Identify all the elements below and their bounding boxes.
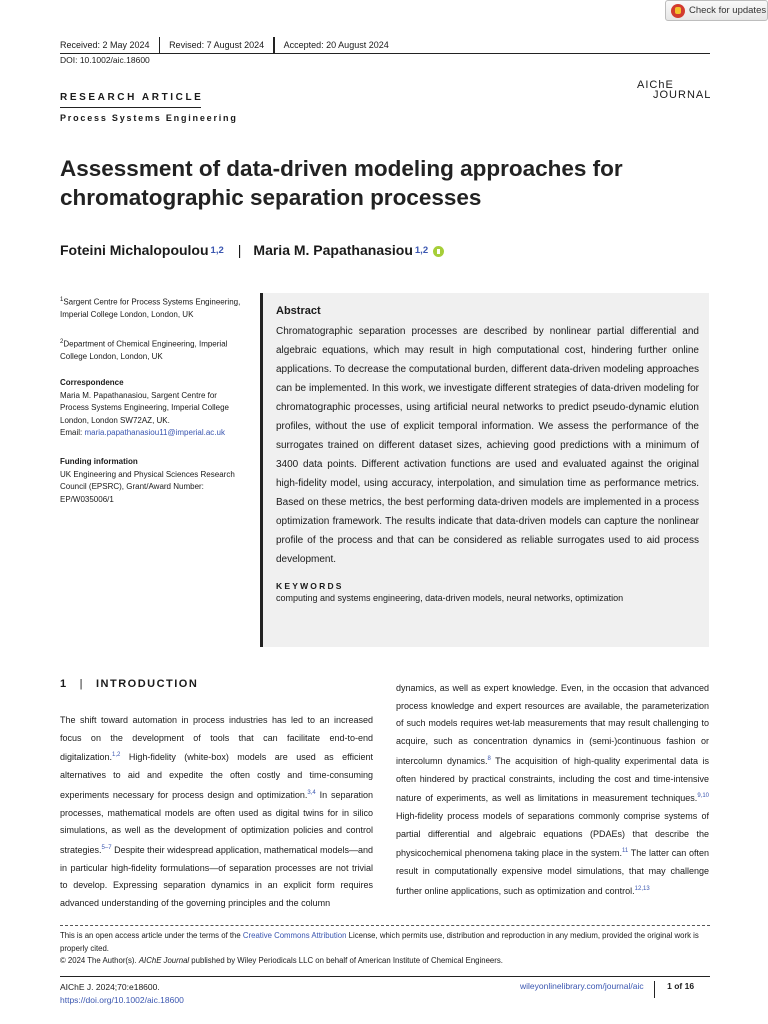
copyright-text: © 2024 The Author(s). bbox=[60, 956, 139, 965]
section-title: INTRODUCTION bbox=[95, 678, 199, 690]
check-for-updates-label: Check for updates bbox=[689, 5, 767, 16]
orcid-icon[interactable] bbox=[433, 246, 444, 257]
correspondence-text: Maria M. Papathanasiou, Sargent Centre for Process Systems Engineering, Imperial College London, London SW72AZ, UK. bbox=[60, 390, 229, 425]
doi-link[interactable]: https://doi.org/10.1002/aic.18600 bbox=[60, 994, 184, 1005]
article-dates bbox=[60, 38, 389, 52]
citation-ref[interactable]: 11 bbox=[621, 848, 629, 855]
abstract-heading: Abstract bbox=[276, 305, 321, 317]
body-text: The acquisition of high-quality experimental data is often hindered by practical constraints, including the cost and time-intensive nature of experiments, as well as limitations in measurement techniques. bbox=[396, 755, 709, 804]
citation-ref[interactable]: 9,10 bbox=[697, 793, 709, 800]
journal-site-link[interactable]: wileyonlinelibrary.com/journal/aic bbox=[520, 981, 644, 991]
funding-heading: Funding information bbox=[60, 457, 138, 466]
doi-text: DOI: 10.1002/aic.18600 bbox=[60, 55, 150, 65]
funding-block bbox=[60, 456, 245, 506]
article-section: Process Systems Engineering bbox=[60, 113, 238, 123]
body-text: The shift toward automation in process industries has led to an increased focus on the development of tools that can facilitate end-to-end digitalization. bbox=[60, 715, 373, 763]
intro-right-column bbox=[396, 680, 709, 900]
author-name[interactable]: Foteini Michalopoulou bbox=[60, 242, 209, 258]
article-type: RESEARCH ARTICLE bbox=[60, 92, 204, 103]
section-separator: | bbox=[79, 678, 84, 690]
affiliation-1 bbox=[60, 294, 245, 322]
logo-bottom-text: JOURNAL bbox=[653, 89, 712, 101]
page-number: 1 of 16 bbox=[667, 981, 695, 991]
funding-text: UK Engineering and Physical Sciences Research Council (EPSRC), Grant/Award Number: EP/W035006/1 bbox=[60, 469, 235, 504]
citation-ref[interactable]: 3,4 bbox=[307, 789, 316, 796]
copyright-journal: AIChE Journal bbox=[138, 956, 190, 965]
section-number: 1 bbox=[60, 678, 68, 690]
license-text: This is an open access article under the terms of the bbox=[60, 931, 243, 940]
creative-commons-link[interactable]: Creative Commons Attribution bbox=[242, 931, 347, 940]
affiliation-text: Department of Chemical Engineering, Imperial College London, London, UK bbox=[60, 339, 228, 362]
license-notice bbox=[60, 930, 710, 968]
date-divider bbox=[159, 37, 161, 53]
section-heading bbox=[60, 678, 198, 690]
body-text: dynamics, as well as expert knowledge. Even, in the occasion that advanced process knowledge and expert resources are available, the parameterization of such models requires wet-lab measurements that may result challenging to acquire, such as concentration dynamics in (semi-)continuous fashion or intercolumn dynamics. bbox=[396, 683, 709, 766]
received-date: Received: 2 May 2024 bbox=[60, 40, 150, 50]
citation-text: AIChE J. 2024;70:e18600. bbox=[60, 982, 160, 992]
affiliation-marker: 2 bbox=[60, 339, 64, 345]
email-link[interactable]: maria.papathanasiou11@imperial.ac.uk bbox=[84, 428, 225, 437]
copyright-text: published by Wiley Periodicals LLC on behalf of American Institute of Chemical Engineers. bbox=[189, 956, 503, 965]
body-text: In separation processes, mathematical models are often used as digital twins for in silico simulations, as well as the development of optimization policies and control strategies. bbox=[60, 789, 373, 855]
license-line bbox=[60, 930, 710, 955]
footer-divider bbox=[654, 981, 656, 998]
author-affiliation-ref[interactable]: 1,2 bbox=[414, 244, 429, 256]
correspondence-block bbox=[60, 377, 245, 440]
author-separator: | bbox=[237, 242, 242, 258]
logo-top-text: AIChE bbox=[637, 79, 674, 91]
email-label: Email: bbox=[60, 428, 83, 437]
check-for-updates-button[interactable] bbox=[665, 0, 768, 21]
crossmark-icon bbox=[671, 4, 685, 18]
author-name[interactable]: Maria M. Papathanasiou bbox=[253, 242, 413, 258]
affiliation-marker: 1 bbox=[60, 297, 64, 303]
journal-logo bbox=[637, 80, 711, 100]
abstract-box bbox=[260, 293, 709, 647]
correspondence-email-line bbox=[60, 427, 245, 440]
body-text: High-fidelity (white-box) models are used as efficient alternatives to aid and expedite the often costly and time-consuming experiments necessary for process design and optimization. bbox=[60, 752, 373, 800]
abstract-text: Chromatographic separation processes are described by nonlinear partial differential and algebraic equations, which may result in high computational cost, hindering further online applications. To decrease the computational burden, different data-driven modeling approaches can be implemented. In this work, we investigate different strategies of data-driven modeling for chromatographic processes, using artificial neural networks to predict pseudo-dynamic elution profiles, without the use of explicit temporal information. We assess the performance of the surrogates trained on different dataset sizes, achieving good predictions with a minimum of 3400 data points. Different activation functions are used and evaluated against the original high-fidelity model, using accuracy, interpolation, and simulation time as performance metrics. Based on these metrics, the best performing data-driven models are implemented in a process optimization framework. The results indicate that data-driven models can capture the nonlinear profile of the process and that can be considered as reliable surrogates used to aid process development. bbox=[276, 326, 699, 565]
body-text: High-fidelity process models of separations commonly comprise systems of partial differential and algebraic equations (PDAEs) that describe the physicochemical phenomena taking place in the system. bbox=[396, 810, 709, 859]
footer-citation bbox=[60, 981, 184, 1006]
copyright-line bbox=[60, 955, 710, 968]
author-affiliation-ref[interactable]: 1,2 bbox=[210, 244, 224, 256]
article-title: Assessment of data-driven modeling approaches for chromatographic separation processes bbox=[60, 156, 623, 210]
citation-ref[interactable]: 12,13 bbox=[634, 885, 650, 892]
citation-ref[interactable]: 1,2 bbox=[112, 752, 121, 759]
header-rule bbox=[60, 53, 710, 54]
correspondence-heading: Correspondence bbox=[60, 378, 124, 387]
author-list bbox=[60, 242, 444, 258]
revised-date: Revised: 7 August 2024 bbox=[169, 40, 265, 50]
keywords-heading: KEYWORDS bbox=[276, 581, 344, 591]
intro-left-column bbox=[60, 712, 373, 913]
footer-right bbox=[520, 981, 694, 998]
footer-rule bbox=[60, 976, 710, 977]
citation-ref[interactable]: 8 bbox=[487, 755, 491, 762]
keywords-text: computing and systems engineering, data-driven models, neural networks, optimization bbox=[276, 593, 624, 603]
accepted-date: Accepted: 20 August 2024 bbox=[283, 40, 389, 50]
citation-ref[interactable]: 5–7 bbox=[101, 844, 112, 851]
affiliation-text: Sargent Centre for Process Systems Engineering, Imperial College London, London, UK bbox=[60, 297, 241, 320]
body-text: Despite their widespread application, mathematical models—and in particular high-fidelity formulations—of separation processes are not trivial to develop. Expressing separation dynamics in an explicit form requires advanced understanding of the governing principles and the column bbox=[60, 844, 373, 909]
license-divider bbox=[60, 925, 710, 926]
license-text: License, which permits use, distribution and reproduction in any medium, provided the original work is properly cited. bbox=[60, 931, 699, 953]
date-divider bbox=[273, 37, 275, 53]
body-text: The latter can often result in computationally expensive model simulations, that may challenge further online applications, such as optimization and control. bbox=[396, 848, 710, 896]
article-type-rule bbox=[60, 107, 201, 108]
affiliation-2 bbox=[60, 336, 245, 364]
